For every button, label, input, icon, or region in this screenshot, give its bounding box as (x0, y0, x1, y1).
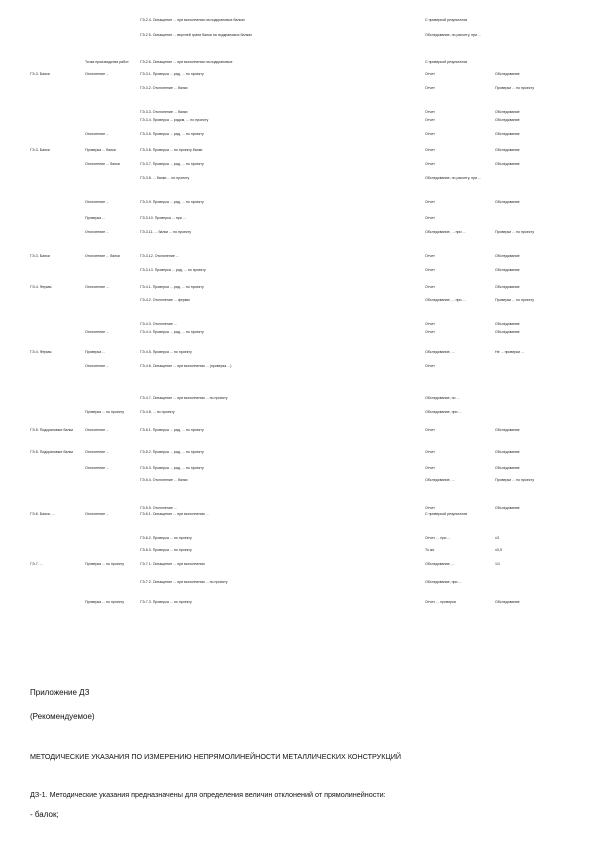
table-cell: Отчет (425, 72, 435, 76)
table-cell: Отчет (425, 330, 435, 334)
table-cell: ГЭ-5.3. Проверка ... ряд, ... по проекту (140, 466, 204, 470)
table-cell: Обследование, ... (425, 562, 455, 566)
table-cell: Обследование (495, 254, 520, 258)
table-cell: Обследование (495, 132, 520, 136)
table-cell: ГЭ-4.6. Оснащение ... при выполнении ... (проверка ...) (140, 364, 232, 368)
table-cell: ГЭ-4.2. Отклонение ... фермы (140, 298, 190, 302)
table-cell: Отклонение ... (85, 330, 110, 334)
table-cell: Отчет (425, 254, 435, 258)
table-cell: ГЭ-3.1. Проверка ... ряд, ... по проекту (140, 72, 204, 76)
table-cell: ГЭ-6.3. Проверка ... по проекту (140, 548, 192, 552)
table-cell: С проверкой результатов (425, 512, 467, 516)
table-cell: ГЭ-5. Подкрановые балки (30, 450, 74, 454)
table-cell: Обследование (495, 450, 520, 454)
table-cell: Обследование, ... при ... (425, 230, 466, 234)
table-cell: Отчет (425, 86, 435, 90)
table-cell: ГЭ-4.1. Проверка ... ряд, ... по проекту (140, 285, 204, 289)
table-cell: Проверка ... по проекту (85, 600, 125, 604)
table-cell: ГЭ-4. Фермы (30, 350, 52, 354)
table-cell: Отчет (425, 450, 435, 454)
table-cell: Отчет (425, 285, 435, 289)
table-cell: ГЭ-3.3. Отклонение ... балки (140, 110, 188, 114)
table-cell: Обследование (495, 268, 520, 272)
table-cell: Обследование (495, 285, 520, 289)
table-cell: ГЭ-2.6. Оснащение ... при выполнении на подкрановых (140, 60, 233, 64)
table-cell: ГЭ-2.4. Оснащение ... при выполнении на подкрановых балках (140, 18, 245, 22)
table-cell: ГЭ-3.13. Проверка ... ряд, ... по проекту (140, 268, 206, 272)
table-cell: С проверкой результатов (425, 60, 467, 64)
table-cell: ГЭ-7. ... (30, 562, 43, 566)
table-cell: Обследование (495, 428, 520, 432)
table-cell: 1/1 (495, 562, 500, 566)
table-cell: Проверки ... по проекту (495, 478, 534, 482)
table-cell: Обследование, при ... (425, 580, 462, 584)
table-cell: ГЭ-3.10. Проверка ... при ... (140, 216, 186, 220)
table-cell: Отчет, ... при ... (425, 536, 451, 540)
table-cell: Обследование, ... при ... (425, 298, 466, 302)
table-cell: Отклонение ... (85, 132, 110, 136)
table-cell: Отклонение ... (85, 466, 110, 470)
table-cell: ГЭ-3.4. Проверка ... рядом, ... по проекту (140, 118, 209, 122)
table-cell: ГЭ-5.1. Проверка ... ряд, ... по проекту (140, 428, 204, 432)
table-cell: ГЭ-5.5. Отклонение ... (140, 506, 177, 510)
table-cell: Проверка ... (85, 216, 106, 220)
table-cell: Обследование (495, 110, 520, 114)
table-cell: Проверки ... по проекту (495, 86, 534, 90)
table-cell: ГЭ-6.2. Проверка ... по проекту (140, 536, 192, 540)
table-cell: Обследование (495, 506, 520, 510)
appendix-subtitle: (Рекомендуемое) (30, 712, 95, 721)
table-cell: Обследование (495, 322, 520, 326)
table-cell: ±3 (495, 536, 499, 540)
appendix-heading: МЕТОДИЧЕСКИЕ УКАЗАНИЯ ПО ИЗМЕРЕНИЮ НЕПРЯМОЛИНЕЙНОСТИ МЕТАЛЛИЧЕСКИХ КОНСТРУКЦИЙ (30, 752, 402, 761)
table-cell: Обследование (495, 600, 520, 604)
table-cell: Обследование (495, 200, 520, 204)
table-cell: ГЭ-3.8. ... балки ... по проекту (140, 176, 190, 180)
table-cell: Отчет (425, 322, 435, 326)
table-cell: С проверкой результатов (425, 18, 467, 22)
table-cell: ГЭ-3.9. Проверка ... ряд, ... по проекту (140, 200, 204, 204)
table-cell: Отчет (425, 466, 435, 470)
table-cell: ГЭ-4. Фермы (30, 285, 52, 289)
table-cell: Отклонение ... (85, 512, 110, 516)
table-cell: Отклонение ... (85, 450, 110, 454)
table-cell: Отклонение ... (85, 428, 110, 432)
table-cell: Отчет (425, 428, 435, 432)
table-cell: Проверки ... по проекту (495, 298, 534, 302)
table-cell: ГЭ-5.4. Отклонение ... балки (140, 478, 188, 482)
table-cell: Проверка ... по проекту (85, 410, 125, 414)
table-cell: Проверка ... балки (85, 148, 116, 152)
table-cell: ГЭ-3.5. Проверка ... ряд, ... по проекту (140, 132, 204, 136)
table-cell: ГЭ-3.12. Отклонение ... (140, 254, 179, 258)
table-cell: Отклонение ... (85, 230, 110, 234)
table-cell: Точка производства работ (85, 60, 129, 64)
table-cell: Отчет (425, 216, 435, 220)
table-cell: Проверка ... (85, 350, 106, 354)
table-cell: ГЭ-4.4. Проверка ... ряд, ... по проекту (140, 330, 204, 334)
table-cell: ГЭ-7.2. Оснащение ... при выполнении ... по проекту (140, 580, 228, 584)
table-cell: Отклонение ... (85, 364, 110, 368)
table-cell: ГЭ-2.5. Оснащение ... верхней грани балки на подкрановых балках (140, 33, 253, 37)
table-cell: Обследование, ... (425, 478, 455, 482)
table-cell: ГЭ-3. Балки (30, 148, 50, 152)
table-cell: ГЭ-3.6. Проверка ... по проекту балки (140, 148, 203, 152)
table-cell: ГЭ-5. Подкрановые балки (30, 428, 74, 432)
table-cell: Отчет (425, 132, 435, 136)
table-cell: Обследование (495, 72, 520, 76)
table-cell: ГЭ-4.3. Отклонение ... (140, 322, 177, 326)
table-cell: ГЭ-7.1. Оснащение ... при выполнении (140, 562, 205, 566)
table-cell: Отклонение ... (85, 200, 110, 204)
table-cell: Отчет, ... проверки (425, 600, 456, 604)
table-cell: Обследование, по расчету, при ... (425, 176, 482, 180)
table-cell: ГЭ-4.8. ... по проекту (140, 410, 175, 414)
table-cell: ГЭ-6. Балки, ... (30, 512, 55, 516)
table-cell: ГЭ-5.2. Проверка ... ряд, ... по проекту (140, 450, 204, 454)
table-cell: Обследование, по ... (425, 396, 460, 400)
table-cell: ГЭ-3.2. Отклонение ... балки (140, 86, 188, 90)
table-cell: Обследование (495, 466, 520, 470)
table-cell: ГЭ-4.5. Проверка ... по проекту (140, 350, 192, 354)
table-cell: ГЭ-7.3. Проверка ... по проекту (140, 600, 192, 604)
table-cell: ГЭ-6.1. Оснащение ... при выполнении ... (140, 512, 209, 516)
appendix-title: Приложение ДЗ (30, 688, 90, 697)
table-cell: Отчет (425, 162, 435, 166)
table-cell: Обследование (495, 162, 520, 166)
table-cell: Отклонение ... балки (85, 254, 120, 258)
table-cell: Проверки ... по проекту (495, 230, 534, 234)
table-cell: ГЭ-4.7. Оснащение ... при выполнении ... по проекту (140, 396, 228, 400)
table-cell: Обследование, по расчету, при ... (425, 33, 482, 37)
table-cell: Проверка ... по проекту (85, 562, 125, 566)
table-cell: Отклонение ... балки (85, 162, 120, 166)
table-cell: Отчет (425, 118, 435, 122)
table-cell: Обследование (495, 118, 520, 122)
table-cell: Не ... проверки ... (495, 350, 524, 354)
table-cell: Обследование, при ... (425, 410, 462, 414)
table-cell: Отчет (425, 268, 435, 272)
table-cell: Отчет (425, 110, 435, 114)
table-cell: Отчет (425, 200, 435, 204)
table-cell: Отчет (425, 364, 435, 368)
table-cell: Обследование (495, 330, 520, 334)
table-cell: Отклонение ... (85, 285, 110, 289)
table-cell: ГЭ-3.7. Проверка ... ряд, ... по проекту (140, 162, 204, 166)
table-cell: Обследование, ... (425, 350, 455, 354)
table-cell: ГЭ-3. Балки (30, 72, 50, 76)
table-cell: Отклонение ... (85, 72, 110, 76)
appendix-list-item: - балок; (30, 810, 59, 819)
table-cell: ±0,5 (495, 548, 502, 552)
table-cell: ГЭ-3. Балки (30, 254, 50, 258)
appendix-paragraph: ДЗ-1. Методические указания предназначены для определения величин отклонений от прямолинейности: (30, 790, 386, 799)
table-cell: То же (425, 548, 435, 552)
table-cell: Обследование (495, 148, 520, 152)
table-cell: Отчет (425, 506, 435, 510)
table-cell: Отчет (425, 148, 435, 152)
table-cell: ГЭ-3.11. ... балки ... по проекту (140, 230, 192, 234)
